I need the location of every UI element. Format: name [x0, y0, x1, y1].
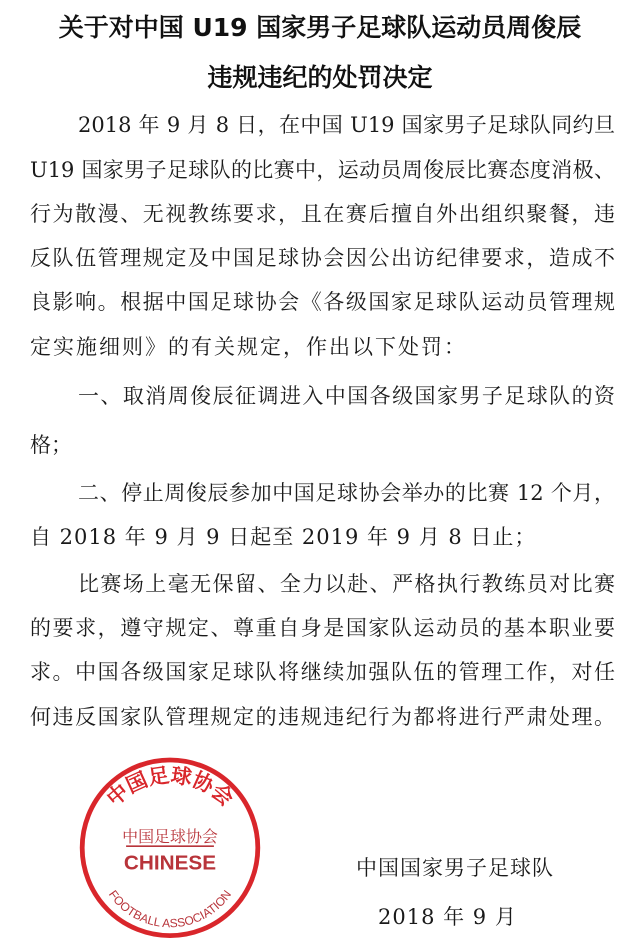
body-line: 的要求，遵守规定、尊重自身是国家队运动员的基本职业要	[30, 616, 615, 640]
stamp-english-arc-text: FOOTBALL ASSOCIATION	[105, 887, 235, 931]
body-line: 二、停止周俊辰参加中国足球协会举办的比赛 12 个月，	[78, 481, 615, 505]
body-line: 反队伍管理规定及中国足球协会因公出访纪律要求，造成不	[30, 246, 615, 270]
body-line: 格；	[30, 433, 72, 457]
body-line: 行为散漫、无视教练要求，且在赛后擅自外出组织聚餐，违	[30, 202, 615, 226]
signature-organization: 中国国家男子足球队	[356, 856, 554, 880]
body-line: 良影响。根据中国足球协会《各级国家足球队运动员管理规	[30, 290, 615, 314]
body-line: 定实施细则》的有关规定，作出以下处罚：	[30, 335, 467, 359]
stamp-arc-text: 中国足球协会	[102, 763, 238, 811]
stamp-inner-text: 中国足球协会	[122, 827, 218, 847]
document-title-line-2: 违规违纪的处罚决定	[207, 63, 433, 92]
body-line: 求。中国各级国家足球队将继续加强队伍的管理工作，对任	[30, 660, 615, 684]
body-line: 何违反国家队管理规定的违规违纪行为都将进行严肃处理。	[30, 705, 615, 729]
body-line: 比赛场上毫无保留、全力以赴、严格执行教练员对比赛	[78, 572, 615, 596]
stamp-english-text: CHINESE	[123, 851, 217, 875]
official-seal-stamp	[70, 748, 270, 938]
body-line: 一、取消周俊辰征调进入中国各级国家男子足球队的资	[78, 384, 615, 408]
body-line: U19 国家男子足球队的比赛中，运动员周俊辰比赛态度消极、	[30, 158, 615, 182]
body-line: 自 2018 年 9 月 9 日起至 2019 年 9 月 8 日止；	[30, 525, 537, 549]
document-title-line-1: 关于对中国 U19 国家男子足球队运动员周俊辰	[58, 13, 582, 42]
signature-date: 2018 年 9 月	[378, 905, 517, 929]
body-line: 2018 年 9 月 8 日，在中国 U19 国家男子足球队同约旦	[78, 113, 615, 137]
svg-text:中国足球协会	[102, 763, 238, 811]
